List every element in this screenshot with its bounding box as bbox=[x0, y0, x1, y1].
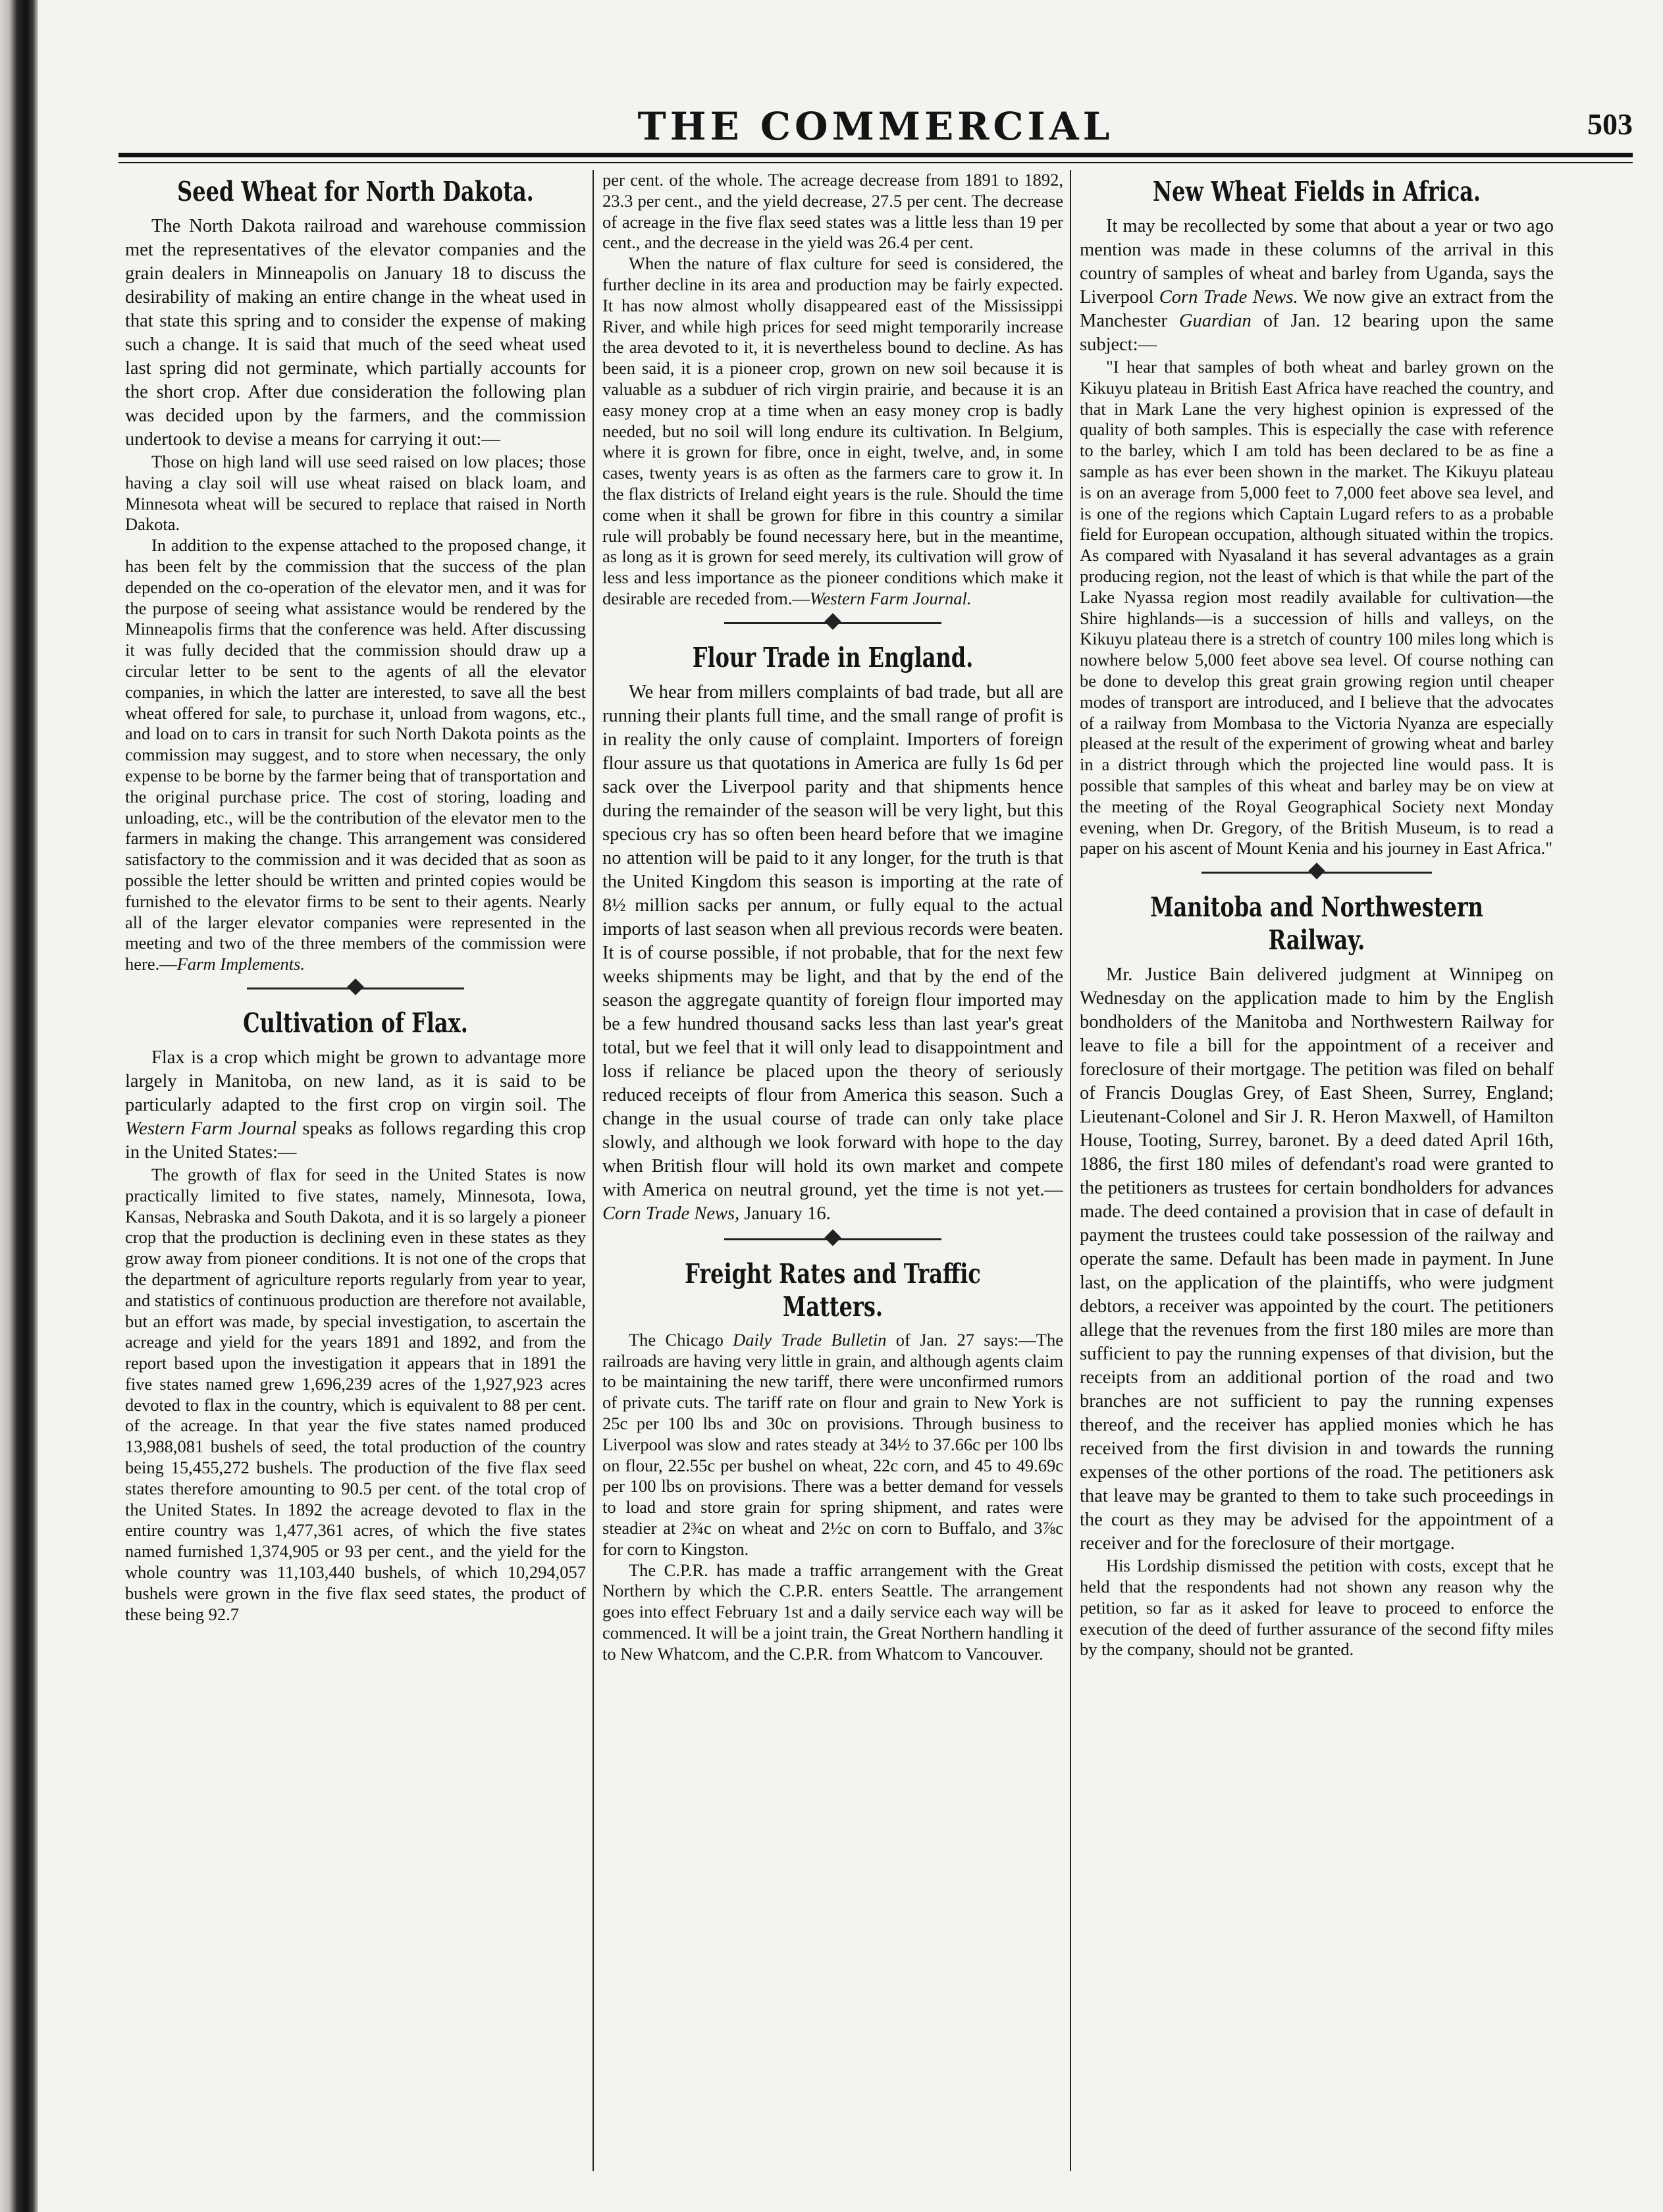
column-divider-1 bbox=[593, 170, 594, 2171]
column-divider-2 bbox=[1070, 170, 1071, 2171]
paragraph-text: When the nature of flax culture for seed is considered, the further decline in its area and production may be fairly expected. It has now almost wholly disappeared east of the Mississippi River, and while high prices for seed might temporarily increase the area devoted to it, it is nevertheless bound to decline. As has been said, it is a pioneer crop, grown on new soil because it is valuable as a subduer of rich virgin prairie, and because it is an easy money crop at a time when an easy money crop is badly needed, but no soil will long endure its cultivation. In Belgium, where it is grown for fibre, once in eight, twelve, and, in some cases, twenty years is as often as the farmers care to grow it. In the flax districts of Ireland eight years is the rule. Should the time come when it shall be grown for fibre in this country a similar rule will probably be found necessary here, but in the meantime, as long as it is grown for seed merely, its cultivation will grow of less and less importance as the pioneer conditions which make it desirable are receded from.— bbox=[602, 253, 1063, 608]
paragraph: The North Dakota railroad and warehouse commission met the representatives of the elevator companies and the grain dealers in Minneapolis on January 18 to discuss the desirability of making an entire change in the wheat used in that state this spring and to consider the expense of making such a change. It is said that much of the seed wheat used last spring did not germinate, which partially accounts for the short crop. After due consideration the following plan was decided upon by the farmers, and the commission undertook to devise a means for carrying it out:— bbox=[125, 216, 586, 450]
article-title: Flour Trade in England. bbox=[692, 641, 974, 673]
article-flour-trade bbox=[602, 641, 1063, 1226]
source-citation: Corn Trade News. bbox=[1159, 287, 1298, 307]
paragraph-text: Flax is a crop which might be grown to advantage more largely in Manitoba, on new land, as it is said to be particularly adapted to the first crop on virgin soil. The bbox=[125, 1047, 586, 1115]
paragraph: per cent. of the whole. The acreage decrease from 1891 to 1892, 23.3 per cent., and the yield decrease, 27.5 per cent. The decrease of acreage in the five flax seed states was a little less than 19 per cent., and the decrease in the yield was 26.4 per cent. bbox=[602, 170, 1063, 253]
article-flax-continued bbox=[602, 170, 1063, 610]
article-title: New Wheat Fields in Africa. bbox=[1152, 176, 1481, 207]
article-separator bbox=[1080, 859, 1554, 885]
paragraph: Those on high land will use seed raised on low places; those having a clay soil will use wheat raised on black loam, and Minnesota wheat will be secured to replace that raised in North Dakota. bbox=[125, 452, 586, 535]
paragraph: His Lordship dismissed the petition with costs, except that he held that the respondents had not shown any reason why the petition, so far as it asked for leave to proceed to enforce the execution of the deed of further assurance of the second fifty miles by the company, should not be granted. bbox=[1080, 1556, 1554, 1660]
article-freight-rates bbox=[602, 1257, 1063, 1665]
header-rule-thick bbox=[119, 153, 1633, 157]
column-3 bbox=[1080, 170, 1554, 2171]
header-rule-thin bbox=[119, 162, 1633, 163]
article-title: Seed Wheat for North Dakota. bbox=[177, 176, 534, 207]
paragraph-text: We hear from millers complaints of bad trade, but all are running their plants full time, and the small range of profit is in reality the only cause of complaint. Importers of foreign flour assure us that quotations in America are fully 1s 6d per sack over the Liverpool parity and that shipments hence during the remainder of the season will be very light, but this specious cry has so often been heard before that we imagine no attention will be paid to it any longer, for the truth is that the United Kingdom this season is importing at the rate of 8½ million sacks per annum, or fully equal to the actual imports of last season when all previous records were beaten. It is of course possible, if not probable, that for the next few weeks shipments may be light, and that by the end of the season the aggregate quantity of foreign flour imported may be a few hundred thousand sacks less than last year's great total, but we feel that it will only lead to disappointment and loss if reliance be placed upon the theory of seriously reduced receipts of flour from America this season. Such a change in the usual course of trade can only take place slowly, and although we look forward with hope to the day when British flour will hold its own market and compete with America on neutral ground, yet the time is not yet.— bbox=[602, 681, 1063, 1200]
article-manitoba-railway bbox=[1080, 891, 1554, 1660]
binding-spine bbox=[0, 0, 38, 2212]
paragraph-text: of Jan. 27 says:—The railroads are having very little in grain, and although agents claim to be maintaining the new tariff, there were unconfirmed rumors of private cuts. The tariff rate on flour and grain to New York is 25c per 100 lbs and 30c on provisions. Through business to Liverpool was slow and rates steady at 34½ to 37.66c per 100 lbs on flour, 22.55c per bushel on wheat, 22c corn, and 45 to 49.69c per 100 lbs on provisions. There was a better demand for vessels to load and store grain for spring shipment, and rates were steadier at 2¾c on wheat and 2½c on corn to Buffalo, and 3⅞c for corn to Kingston. bbox=[602, 1329, 1063, 1559]
paragraph bbox=[602, 681, 1063, 1226]
paragraph: The growth of flax for seed in the United States is now practically limited to five states, namely, Minnesota, Iowa, Kansas, Nebraska and South Dakota, and it is so largely a pioneer crop that the production is declining even in these states as they grow away from pioneer conditions. It is not one of the crops that the department of agriculture reports regularly from year to year, and statistics of continuous production are therefore not available, but an effort was made, by special investigation, to ascertain the acreage and yield for the years 1891 and 1892, and from the report based upon the investigation it appears that in 1891 the five states named grew 1,696,239 acres of the 1,927,923 acres devoted to flax in the country, which is equivalent to 88 per cent. of the acreage. In that year the five states named produced 13,988,081 bushels of seed, the total production of the country being 15,455,272 bushels. The production of the five flax seed states therefore amounting to 90.5 per cent. of the total crop of the United States. In 1892 the acreage devoted to flax in the entire country was 1,477,361 acres, of which the five states named furnished 1,374,905 or 93 per cent., and the yield for the whole country was 11,103,440 bushels, of which 10,294,057 bushels were grown in the five flax seed states, the product of these being 92.7 bbox=[125, 1164, 586, 1624]
article-title: Manitoba and Northwestern Railway. bbox=[1150, 891, 1483, 957]
article-separator bbox=[602, 610, 1063, 636]
source-citation: Western Farm Journal bbox=[125, 1118, 297, 1139]
article-seed-wheat bbox=[125, 175, 586, 975]
paragraph: The C.P.R. has made a traffic arrangement with the Great Northern by which the C.P.R. enters Seattle. The arrangement goes into effect February 1st and a daily service each way will be commenced. It will be a joint train, the Great Northern handling it to New Whatcom, and the C.P.R. from Whatcom to Vancouver. bbox=[602, 1560, 1063, 1664]
source-citation: Daily Trade Bulletin bbox=[733, 1329, 887, 1350]
source-citation: Guardian bbox=[1178, 311, 1252, 331]
paragraph: Mr. Justice Bain delivered judgment at Winnipeg on Wednesday on the application made to him by the English bondholders of the Manitoba and Northwestern Railway for leave to file a bill for the appointment of a receiver and foreclosure of their mortgage. The petition was filed on behalf of Francis Douglas Grey, of East Sheen, Surrey, England; Lieutenant-Colonel and Sir J. R. Heron Maxwell, of Hamilton House, Tooting, Surrey, baronet. By a deed dated April 16th, 1886, the first 180 miles of defendant's road were granted to the petitioners as trustees for certain bondholders for advances made. The deed contained a provision that in case of default in payment the trustees could take possession of the railway and operate the same. Default has been made in payment. In June last, on the application of the plaintiffs, who were judgment debtors, a receiver was appointed by the court. The petitioners allege that the revenues from the first 180 miles are more than sufficient to pay the running expenses of that division, but the receipts from an additional portion of the road and two branches are not sufficient to pay the running expenses thereof, and the receiver has applied monies which he has received from the first division in and towards the running expenses of the other portions of the road. The petitioners ask that leave may be granted to them to take such proceedings in the court as they may be advised for the appointment of a receiver and for the foreclosure of their mortgage. bbox=[1080, 964, 1554, 1554]
article-separator bbox=[602, 1226, 1063, 1252]
paragraph-text: In addition to the expense attached to the proposed change, it has been felt by the commission that the success of the plan depended on the co-operation of the elevator men, and it was for the purpose of seeing what assistance would be rendered by the Minneapolis firms that the conference was held. After discussing it was fully decided that the commission should draw up a circular letter to be sent to the agents of all the elevator companies, in which the latter are interested, to save all the best wheat offered for sale, to purchase it, unload from wagons, etc., and load on to cars in transit for such North Dakota points as the commission may suggest, and to store when necessary, the only expense to be borne by the farmer being that of transportation and the original purchase price. The cost of storing, loading and unloading, etc., will be the contribution of the elevator men to the farmers in making the change. This arrangement was considered satisfactory to the commission and it was decided that as soon as possible the letter should be written and printed copies would be furnished to the elevator firms to be sent to their agents. Nearly all of the larger elevator companies were represented in the meeting and two of the three members of the commission were here.— bbox=[125, 535, 586, 974]
paragraph: "I hear that samples of both wheat and barley grown on the Kikuyu plateau in British East Africa have reached the country, and that in Mark Lane the very highest opinion is expressed of the quality of both samples. This is especially the case with reference to the barley, which I am told has been declared to be as fine a sample as has ever been shown in the market. The Kikuyu plateau is on an average from 5,000 feet to 7,000 feet above sea level, and is one of the regions which Captain Lugard refers to as a probable field for European occupation, although situated within the tropics. As compared with Nyasaland it has several advantages as a grain producing region, not the least of which is that while the part of the Lake Nyassa region most readily available for cultivation—the Shire highlands—is a succession of hills and valleys, on the Kikuyu plateau there is a stretch of country 100 miles long which is nowhere below 5,000 feet above sea level. Of course nothing can be done to develop this great grain growing region until cheaper modes of transport are introduced, and I believe that the advocates of a railway from Mombasa to the Victoria Nyanza are especially pleased at the result of the experiment of growing wheat and barley in a district through which the projected line would pass. It is possible that samples of this wheat and barley may be on view at the meeting of the Royal Geographical Society next Monday evening, when Dr. Gregory, of the British Museum, is to read a paper on his ascent of Mount Kenia and his journey in East Africa." bbox=[1080, 357, 1554, 858]
paragraph bbox=[602, 253, 1063, 610]
article-title: Cultivation of Flax. bbox=[243, 1007, 468, 1039]
article-title: Freight Rates and Traffic Matters. bbox=[685, 1257, 981, 1323]
paragraph-text: January 16. bbox=[739, 1203, 831, 1224]
article-separator bbox=[125, 975, 586, 1001]
paragraph bbox=[125, 1046, 586, 1165]
paragraph-text: of Jan. 12 bearing upon the same subject:— bbox=[1080, 311, 1554, 355]
page-number: 503 bbox=[1587, 107, 1633, 141]
column-2 bbox=[602, 170, 1063, 2171]
paragraph-text: We now give an extract from the Manchester bbox=[1080, 287, 1554, 331]
article-africa-wheat bbox=[1080, 175, 1554, 859]
paragraph-text: The Chicago bbox=[629, 1329, 733, 1350]
paragraph bbox=[125, 535, 586, 975]
source-citation: Western Farm Journal. bbox=[809, 588, 972, 608]
paragraph-text: It may be recollected by some that about a year or two ago mention was made in these columns of the arrival in this country of samples of wheat and barley from Uganda, says the Liverpool bbox=[1080, 216, 1554, 307]
paragraph bbox=[602, 1330, 1063, 1560]
paragraph-text: speaks as follows regarding this crop in the United States:— bbox=[125, 1118, 586, 1163]
source-citation: Corn Trade News, bbox=[602, 1203, 740, 1224]
article-flax bbox=[125, 1007, 586, 1625]
paragraph bbox=[1080, 215, 1554, 357]
source-citation: Farm Implements. bbox=[176, 954, 305, 974]
newspaper-title: THE COMMERCIAL bbox=[637, 104, 1114, 149]
column-1 bbox=[125, 170, 586, 2171]
